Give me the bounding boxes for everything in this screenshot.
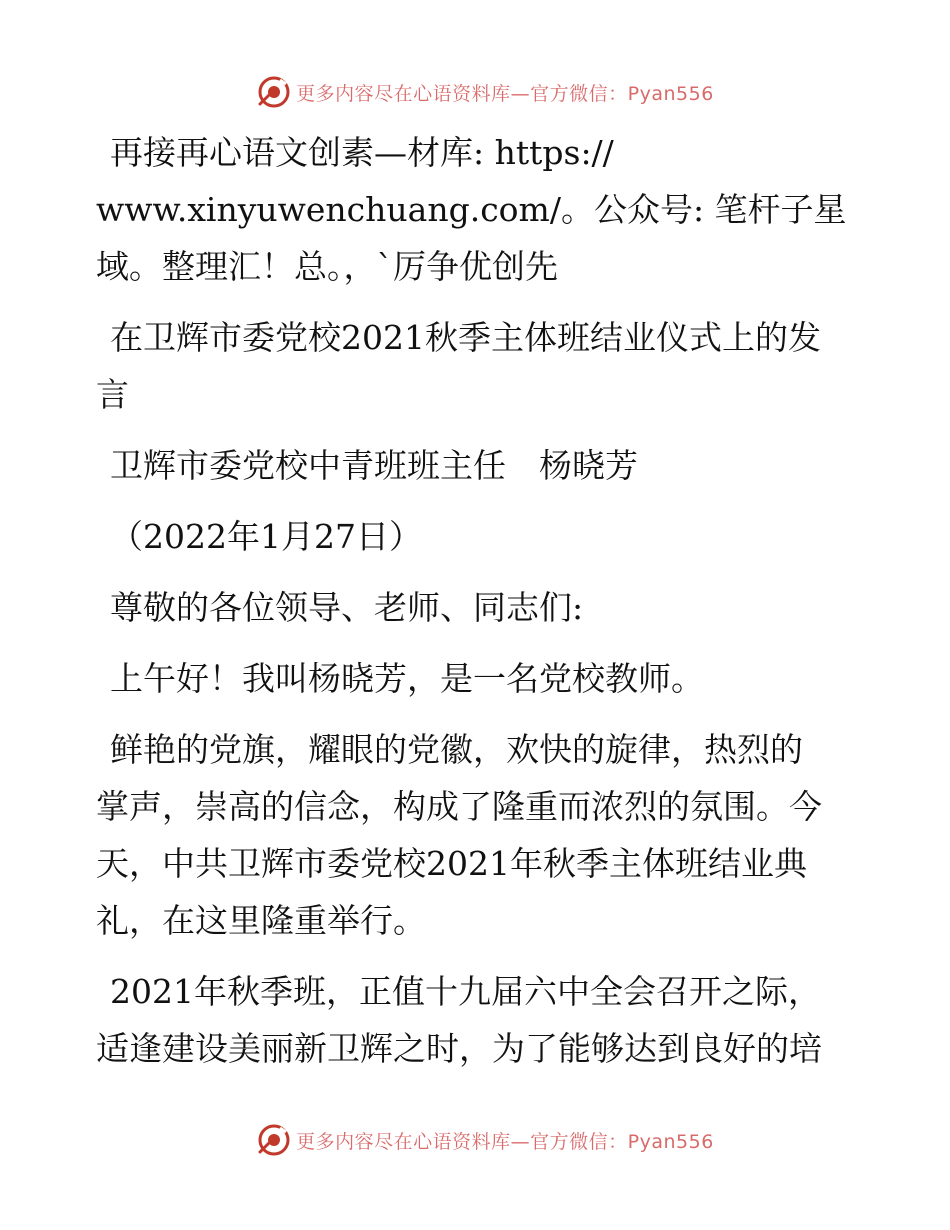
document-title — [96, 309, 856, 423]
date-line — [96, 508, 856, 565]
salutation — [96, 579, 856, 636]
pen-circle-logo-icon — [256, 1122, 292, 1158]
watermark-header — [0, 72, 950, 112]
pen-circle-logo-icon — [256, 74, 292, 110]
title-line: 言 — [96, 375, 129, 414]
intro-line: 域。整理汇！总。，`厉争优创先 — [96, 247, 558, 286]
paragraph-line: 礼，在这里隆重举行。 — [96, 901, 426, 940]
paragraph-line: 掌声，崇高的信念，构成了隆重而浓烈的氛围。今 — [96, 787, 822, 826]
paragraph-line: 天，中共卫辉市委党校2021年秋季主体班结业典 — [96, 844, 807, 883]
title-line: 在卫辉市委党校2021秋季主体班结业仪式上的发 — [110, 318, 821, 357]
watermark-text: 更多内容尽在心语资料库—官方微信：Pyan556 — [296, 1130, 714, 1153]
greeting — [96, 650, 856, 707]
watermark-footer — [0, 1120, 950, 1160]
intro-line: 再接再心语文创素—材库: https:// — [110, 133, 614, 172]
greeting-text: 上午好！我叫杨晓芳，是一名党校教师。 — [110, 659, 704, 698]
paragraph-2 — [96, 963, 856, 1077]
intro-paragraph — [96, 124, 856, 295]
author-line — [96, 437, 856, 494]
watermark-text: 更多内容尽在心语资料库—官方微信：Pyan556 — [296, 82, 714, 105]
document-body — [96, 124, 856, 1077]
paragraph-line: 适逢建设美丽新卫辉之时，为了能够达到良好的培 — [96, 1029, 822, 1068]
salutation-text: 尊敬的各位领导、老师、同志们: — [110, 588, 584, 627]
paragraph-line: 2021年秋季班，正值十九届六中全会召开之际， — [110, 972, 821, 1011]
paragraph-line: 鲜艳的党旗，耀眼的党徽，欢快的旋律，热烈的 — [110, 730, 803, 769]
date-text: （2022年1月27日） — [110, 517, 422, 556]
author-text: 卫辉市委党校中青班班主任 杨晓芳 — [110, 446, 638, 485]
intro-line: www.xinyuwenchuang.com/。公众号: 笔杆子星 — [96, 190, 847, 229]
paragraph-1 — [96, 721, 856, 949]
